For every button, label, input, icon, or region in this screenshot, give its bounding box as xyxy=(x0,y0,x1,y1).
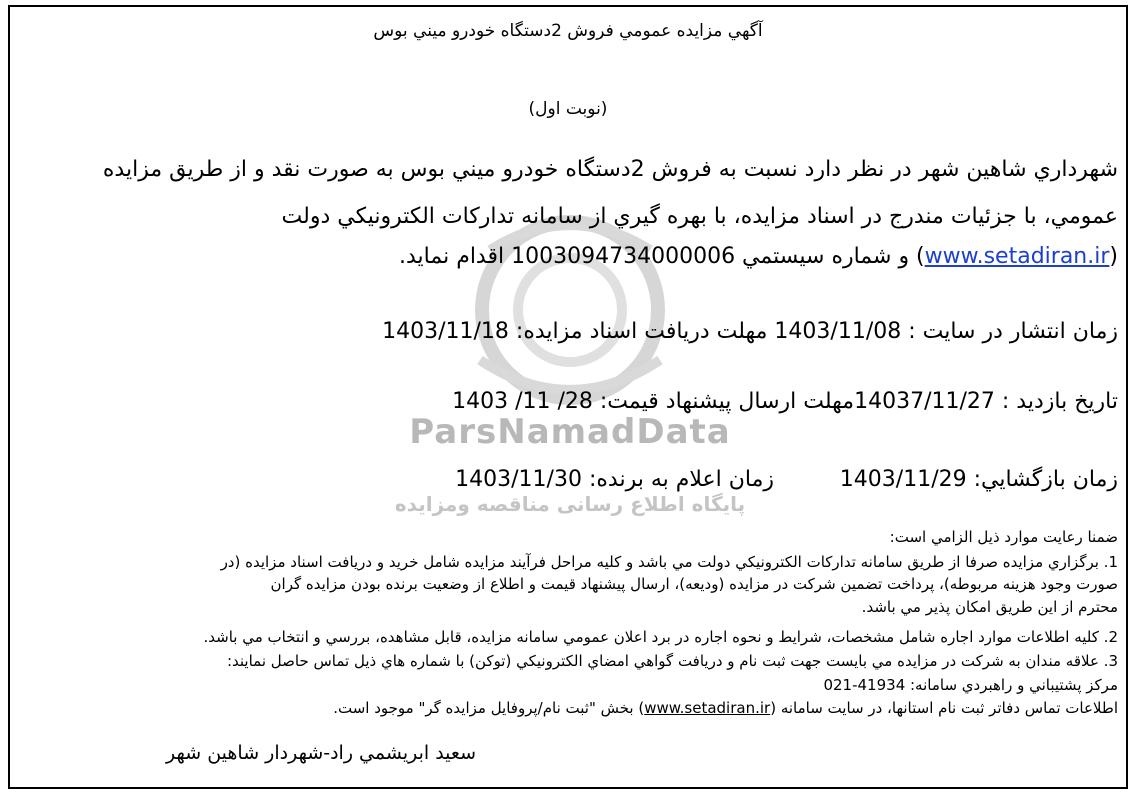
support-center: مركز پشتيباني و راهبردي سامانه: 41934-021 xyxy=(823,676,1118,694)
note-item-1-line-2: صورت وجود هزينه مربوطه)، پرداخت تضمين شركت در مزايده (وديعه)، ارسال پيشنهاد قيمت و اطلاع از وضعيت برنده بودن مزايده گران xyxy=(270,575,1118,593)
notice-title: آگهي مزايده عمومي فروش 2دستگاه خودرو ميني بوس xyxy=(373,21,763,41)
offices-setadiran-link[interactable]: www.setadiran.ir xyxy=(644,699,771,717)
setadiran-link[interactable]: www.setadiran.ir xyxy=(924,244,1110,269)
note-item-1-line-3: محترم از اين طريق امكان پذير مي باشد. xyxy=(861,598,1118,616)
publish-dates: زمان انتشار در سايت : 1403/11/08 مهلت دريافت اسناد مزايده: 1403/11/18 xyxy=(382,319,1118,344)
note-item-3: 3. علاقه مندان به شركت در مزايده مي بايست جهت ثبت نام و دريافت گواهي امضاي الكترونيكي (توكن) با شماره هاي ذيل تماس حاصل نمايند: xyxy=(226,652,1118,670)
intro-line-2: عمومي، با جزئيات مندرج در اسناد مزايده، با بهره گيري از سامانه تداركات الكترونيكي دولت xyxy=(281,204,1118,229)
offices-text-b: ) بخش "ثبت نام/پروفايل مزايده گر" موجود است. xyxy=(333,699,645,717)
winner-date: زمان اعلام به برنده: 1403/11/30 xyxy=(455,467,774,492)
intro-paren-open: ( xyxy=(1109,244,1118,269)
notice-round: (نوبت اول) xyxy=(528,99,608,119)
intro-line-3-rest: ) و شماره سيستمي 1003094734000006 اقدام نمايد. xyxy=(399,244,925,269)
offices-info xyxy=(333,699,1118,717)
offices-text-a: اطلاعات تماس دفاتر ثبت نام استانها، در سايت سامانه ( xyxy=(770,699,1118,717)
notes-heading: ضمنا رعايت موارد ذيل الزامي است: xyxy=(889,528,1118,546)
intro-line-3 xyxy=(399,244,1118,269)
opening-date: زمان بازگشايي: 1403/11/29 xyxy=(839,467,1118,492)
visit-dates: تاريخ بازديد : 14037/11/27مهلت ارسال پيشنهاد قيمت: 28/ 11/ 1403 xyxy=(452,389,1118,414)
notice-frame xyxy=(8,5,1128,789)
watermark-brand: ParsNamadData xyxy=(409,412,731,452)
watermark-tagline: پايگاه اطلاع رسانی مناقصه ومزايده xyxy=(394,492,746,516)
signature: سعيد ابريشمي راد-شهردار شاهين شهر xyxy=(166,742,476,764)
note-item-2: 2. كليه اطلاعات موارد اجاره شامل مشخصات، شرايط و نحوه اجاره در برد اعلان عمومي سامانه مزايده، قابل مشاهده، بررسي و انتخاب مي باشد. xyxy=(203,628,1118,646)
note-item-1-line-1: 1. برگزاري مزايده صرفا از طريق سامانه تداركات الكترونيكي دولت مي باشد و كليه مراحل فرآيند مزايده شامل خريد و دريافت اسناد مزايده (در xyxy=(220,553,1118,571)
intro-line-1: شهرداري شاهين شهر در نظر دارد نسبت به فروش 2دستگاه خودرو ميني بوس به صورت نقد و از طريق مزايده xyxy=(102,157,1118,182)
